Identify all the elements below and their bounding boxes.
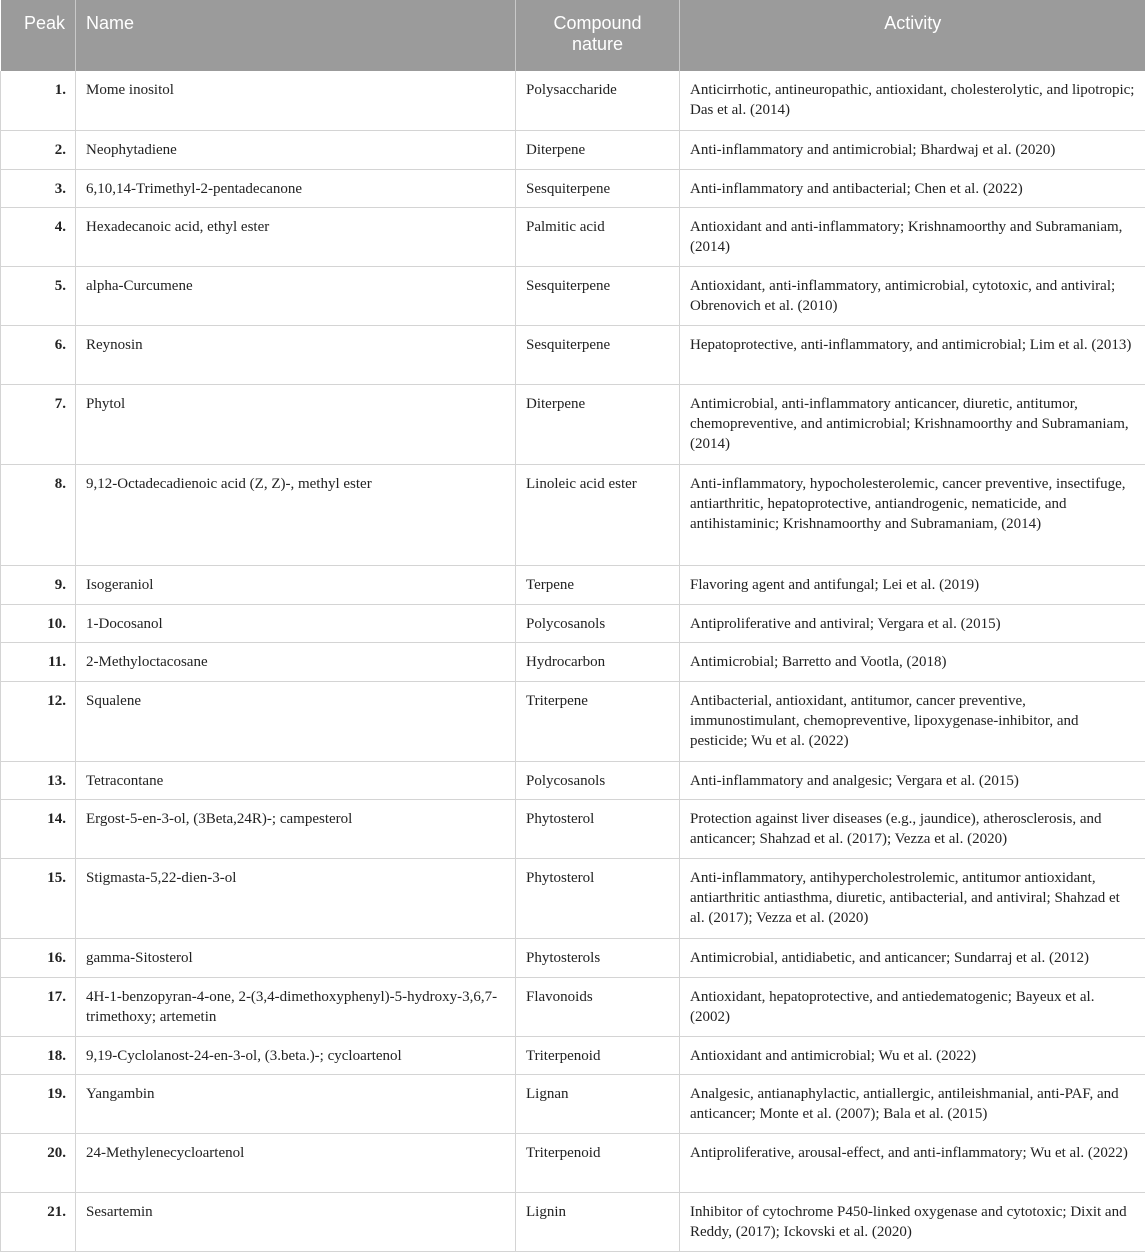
- cell-peak: 11.: [1, 642, 76, 681]
- cell-activity: Analgesic, antianaphylactic, antiallergic, antileishmanial, anti-PAF, and anticancer; Monte et al. (2007); Bala et al. (2015): [680, 1074, 1145, 1133]
- cell-peak: 18.: [1, 1036, 76, 1074]
- cell-peak: 13.: [1, 761, 76, 799]
- cell-peak: 6.: [1, 325, 76, 384]
- table-row: [1, 938, 1145, 977]
- table-row: [1, 858, 1145, 938]
- cell-name: 9,19-Cyclolanost-24-en-3-ol, (3.beta.)-; cycloartenol: [76, 1036, 516, 1074]
- table-row: [1, 761, 1145, 799]
- cell-activity: Antiproliferative and antiviral; Vergara et al. (2015): [680, 604, 1145, 642]
- cell-name: 24-Methylenecycloartenol: [76, 1133, 516, 1192]
- table-row: [1, 169, 1145, 207]
- header-compound-nature: [516, 0, 680, 71]
- cell-activity: Anti-inflammatory, antihypercholestrolemic, antitumor antioxidant, antiarthritic antiasthma, diuretic, antibacterial, and antiviral; Shahzad et al. (2017); Vezza et al. (2020): [680, 858, 1145, 938]
- cell-compound-nature: Sesquiterpene: [516, 266, 680, 325]
- table-header: [1, 0, 1145, 71]
- cell-activity: Antioxidant, hepatoprotective, and antiedematogenic; Bayeux et al. (2002): [680, 977, 1145, 1036]
- cell-activity: Antimicrobial, antidiabetic, and anticancer; Sundarraj et al. (2012): [680, 938, 1145, 977]
- table-row: [1, 266, 1145, 325]
- table-row: [1, 642, 1145, 681]
- cell-activity: Antimicrobial; Barretto and Vootla, (2018): [680, 642, 1145, 681]
- cell-compound-nature: Diterpene: [516, 384, 680, 464]
- cell-peak: 2.: [1, 130, 76, 169]
- cell-name: 2-Methyloctacosane: [76, 642, 516, 681]
- cell-peak: 16.: [1, 938, 76, 977]
- cell-peak: 17.: [1, 977, 76, 1036]
- cell-activity: Anti-inflammatory and antimicrobial; Bhardwaj et al. (2020): [680, 130, 1145, 169]
- cell-name: 9,12-Octadecadienoic acid (Z, Z)-, methyl ester: [76, 464, 516, 565]
- table-row: [1, 565, 1145, 604]
- cell-activity: Protection against liver diseases (e.g., jaundice), atherosclerosis, and anticancer; Shahzad et al. (2017); Vezza et al. (2020): [680, 799, 1145, 858]
- cell-compound-nature: Polysaccharide: [516, 71, 680, 130]
- table-row: [1, 71, 1145, 130]
- cell-peak: 15.: [1, 858, 76, 938]
- table-row: [1, 384, 1145, 464]
- header-name: Name: [76, 0, 516, 71]
- table-row: [1, 207, 1145, 266]
- table-body: [1, 71, 1145, 1251]
- table-row: [1, 681, 1145, 761]
- cell-peak: 9.: [1, 565, 76, 604]
- cell-compound-nature: Phytosterol: [516, 799, 680, 858]
- cell-peak: 14.: [1, 799, 76, 858]
- table-row: [1, 325, 1145, 384]
- cell-peak: 3.: [1, 169, 76, 207]
- cell-activity: Inhibitor of cytochrome P450-linked oxygenase and cytotoxic; Dixit and Reddy, (2017); Ickovski et al. (2020): [680, 1192, 1145, 1251]
- cell-name: alpha-Curcumene: [76, 266, 516, 325]
- cell-compound-nature: Sesquiterpene: [516, 169, 680, 207]
- cell-name: 1-Docosanol: [76, 604, 516, 642]
- cell-compound-nature: Triterpenoid: [516, 1036, 680, 1074]
- cell-name: Isogeraniol: [76, 565, 516, 604]
- cell-activity: Flavoring agent and antifungal; Lei et al. (2019): [680, 565, 1145, 604]
- cell-activity: Antibacterial, antioxidant, antitumor, cancer preventive, immunostimulant, chemopreventive, lipoxygenase-inhibitor, and pesticide; Wu et al. (2022): [680, 681, 1145, 761]
- cell-compound-nature: Polycosanols: [516, 604, 680, 642]
- table-row: [1, 799, 1145, 858]
- cell-compound-nature: Polycosanols: [516, 761, 680, 799]
- cell-activity: Antiproliferative, arousal-effect, and anti-inflammatory; Wu et al. (2022): [680, 1133, 1145, 1192]
- cell-compound-nature: Terpene: [516, 565, 680, 604]
- cell-name: Reynosin: [76, 325, 516, 384]
- cell-activity: Antioxidant and anti-inflammatory; Krishnamoorthy and Subramaniam, (2014): [680, 207, 1145, 266]
- cell-peak: 8.: [1, 464, 76, 565]
- table-row: [1, 1074, 1145, 1133]
- cell-name: Phytol: [76, 384, 516, 464]
- cell-name: gamma-Sitosterol: [76, 938, 516, 977]
- cell-compound-nature: Palmitic acid: [516, 207, 680, 266]
- header-peak: Peak: [1, 0, 76, 71]
- cell-name: Hexadecanoic acid, ethyl ester: [76, 207, 516, 266]
- table-row: [1, 464, 1145, 565]
- header-compound-nature-line1: Compound: [553, 13, 642, 33]
- cell-peak: 20.: [1, 1133, 76, 1192]
- cell-name: 4H-1-benzopyran-4-one, 2-(3,4-dimethoxyphenyl)-5-hydroxy-3,6,7-trimethoxy; artemetin: [76, 977, 516, 1036]
- cell-compound-nature: Linoleic acid ester: [516, 464, 680, 565]
- cell-name: 6,10,14-Trimethyl-2-pentadecanone: [76, 169, 516, 207]
- cell-peak: 4.: [1, 207, 76, 266]
- cell-activity: Antimicrobial, anti-inflammatory anticancer, diuretic, antitumor, chemopreventive, and antimicrobial; Krishnamoorthy and Subramaniam, (2014): [680, 384, 1145, 464]
- cell-compound-nature: Phytosterol: [516, 858, 680, 938]
- table-row: [1, 1192, 1145, 1251]
- cell-name: Neophytadiene: [76, 130, 516, 169]
- table-row: [1, 1133, 1145, 1192]
- cell-activity: Hepatoprotective, anti-inflammatory, and antimicrobial; Lim et al. (2013): [680, 325, 1145, 384]
- cell-activity: Antioxidant, anti-inflammatory, antimicrobial, cytotoxic, and antiviral; Obrenovich et al. (2010): [680, 266, 1145, 325]
- cell-activity: Anticirrhotic, antineuropathic, antioxidant, cholesterolytic, and lipotropic; Das et al. (2014): [680, 71, 1145, 130]
- cell-compound-nature: Diterpene: [516, 130, 680, 169]
- cell-peak: 21.: [1, 1192, 76, 1251]
- cell-name: Stigmasta-5,22-dien-3-ol: [76, 858, 516, 938]
- cell-compound-nature: Hydrocarbon: [516, 642, 680, 681]
- cell-name: Tetracontane: [76, 761, 516, 799]
- cell-activity: Antioxidant and antimicrobial; Wu et al. (2022): [680, 1036, 1145, 1074]
- cell-name: Sesartemin: [76, 1192, 516, 1251]
- cell-activity: Anti-inflammatory and antibacterial; Chen et al. (2022): [680, 169, 1145, 207]
- cell-peak: 19.: [1, 1074, 76, 1133]
- cell-compound-nature: Phytosterols: [516, 938, 680, 977]
- cell-name: Squalene: [76, 681, 516, 761]
- table-row: [1, 1036, 1145, 1074]
- cell-name: Mome inositol: [76, 71, 516, 130]
- cell-peak: 7.: [1, 384, 76, 464]
- cell-name: Yangambin: [76, 1074, 516, 1133]
- cell-compound-nature: Sesquiterpene: [516, 325, 680, 384]
- cell-compound-nature: Triterpene: [516, 681, 680, 761]
- cell-compound-nature: Lignin: [516, 1192, 680, 1251]
- cell-peak: 12.: [1, 681, 76, 761]
- cell-peak: 5.: [1, 266, 76, 325]
- table-row: [1, 130, 1145, 169]
- cell-compound-nature: Flavonoids: [516, 977, 680, 1036]
- cell-peak: 1.: [1, 71, 76, 130]
- header-compound-nature-line2: nature: [571, 34, 624, 54]
- cell-activity: Anti-inflammatory, hypocholesterolemic, cancer preventive, insectifuge, antiarthritic, hepatoprotective, antiandrogenic, nematicide, and antihistaminic; Krishnamoorthy and Subramaniam, (2014): [680, 464, 1145, 565]
- table-row: [1, 604, 1145, 642]
- cell-activity: Anti-inflammatory and analgesic; Vergara et al. (2015): [680, 761, 1145, 799]
- header-activity: Activity: [680, 0, 1145, 71]
- cell-compound-nature: Triterpenoid: [516, 1133, 680, 1192]
- cell-peak: 10.: [1, 604, 76, 642]
- table-row: [1, 977, 1145, 1036]
- cell-name: Ergost-5-en-3-ol, (3Beta,24R)-; campesterol: [76, 799, 516, 858]
- cell-compound-nature: Lignan: [516, 1074, 680, 1133]
